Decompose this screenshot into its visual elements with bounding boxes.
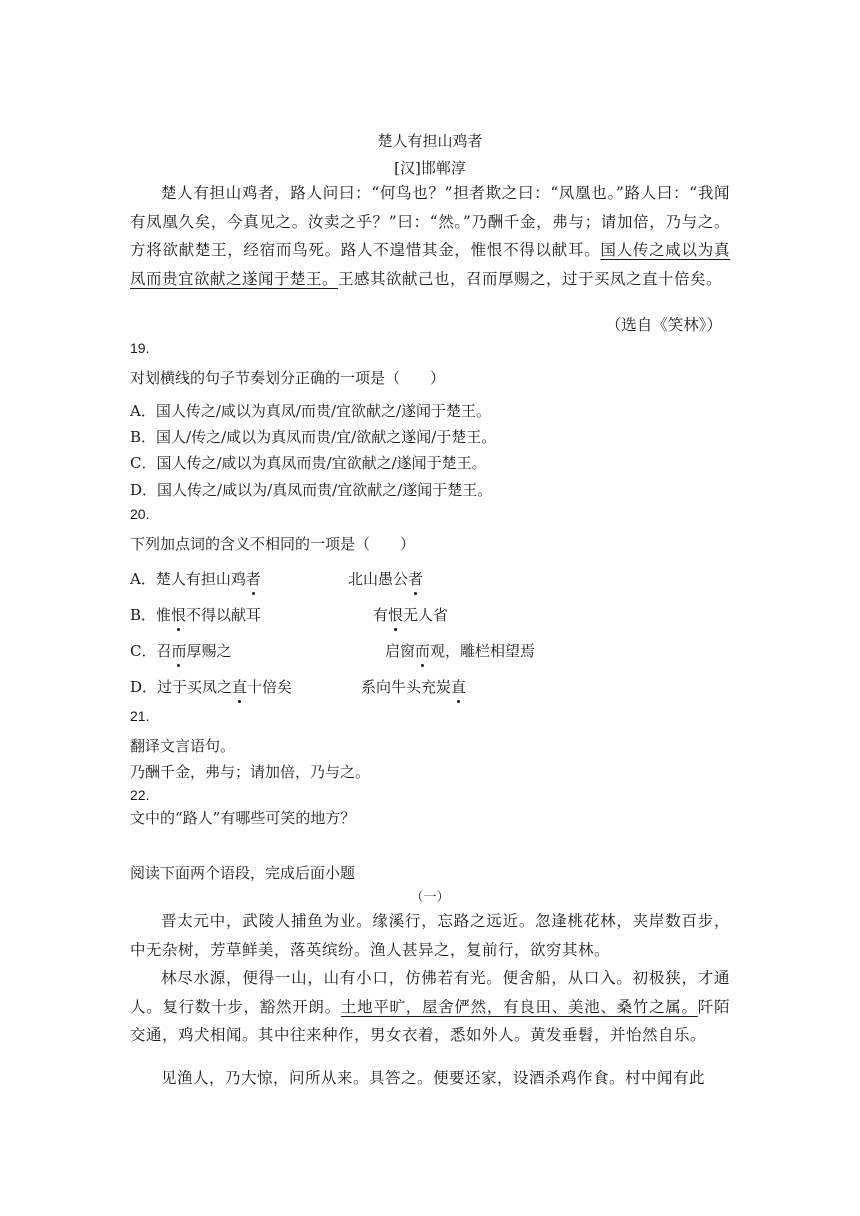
- question-22-number: 22.: [130, 787, 150, 803]
- question-21-number: 21.: [130, 708, 150, 724]
- passage-source: （选自《笑林》）: [605, 316, 722, 334]
- section-2-part-label: （一）: [410, 890, 450, 905]
- option-a-phrase: A．楚人有担山鸡者: [130, 570, 261, 588]
- question-20-option-a: [130, 568, 424, 589]
- dotted-word: 恨: [388, 606, 404, 624]
- question-19-stem: 对划横线的句子节奏划分正确的一项是（ ）: [130, 369, 446, 387]
- section-2-paragraph-2: 林尽水源，便得一山，山有小口，仿佛若有光。便舍船，从口入。初极狭，才通人。复行数十步，豁然开朗。土地平旷，屋舍俨然，有良田、美池、桑竹之属。阡陌交通，鸡犬相闻。其中往来种作，男女衣着，悉如外人。黄发垂髫，并怡然自乐。: [130, 969, 730, 1044]
- question-20-option-d: [130, 676, 467, 697]
- dotted-word: 而: [415, 642, 431, 660]
- question-21-sentence: 乃酬千金，弗与；请加倍，乃与之。: [130, 763, 371, 781]
- question-22-stem: 文中的“路人”有哪些可笑的地方？: [130, 809, 356, 827]
- option-c-compare: 启窗而观，雕栏相望焉: [385, 642, 536, 660]
- option-b-compare: 有恨无人省: [373, 606, 449, 624]
- question-21-stem: 翻译文言语句。: [130, 737, 236, 755]
- question-19-number: 19.: [130, 340, 150, 356]
- dotted-word: 者: [245, 570, 261, 588]
- dotted-word: 者: [408, 570, 424, 588]
- option-c-phrase: C．召而厚赐之: [130, 642, 232, 660]
- question-20-number: 20.: [130, 506, 150, 522]
- question-19-option-d: D．国人传之/咸以为/真凤而贵/宜欲献之/遂闻于楚王。: [130, 481, 493, 499]
- question-19-option-c: C．国人传之/咸以为真凤而贵/宜欲献之/遂闻于楚王。: [130, 454, 487, 472]
- option-a-compare: 北山愚公者: [348, 570, 424, 588]
- dotted-word: 恨: [171, 606, 187, 624]
- section-2-paragraph-1: 晋太元中，武陵人捕鱼为业。缘溪行，忘路之远近。忽逢桃花林，夹岸数百步，中无杂树，芳草鲜美，落英缤纷。渔人甚异之，复前行，欲穷其林。: [130, 912, 730, 959]
- question-20-option-c: [130, 640, 536, 661]
- passage-author: [汉]邯郸淳: [394, 159, 466, 177]
- passage-body: [130, 179, 730, 293]
- section-2-intro: 阅读下面两个语段，完成后面小题: [130, 864, 356, 882]
- underlined-sentence-2: 土地平旷，屋舍俨然，有良田、美池、桑竹之属。: [340, 997, 698, 1016]
- underlined-sentence: 国人传之咸以为真凤而贵宜欲献之遂闻于楚王。: [130, 241, 730, 288]
- passage-title: 楚人有担山鸡者: [377, 132, 483, 150]
- passage-text-a: 楚人有担山鸡者，路人问曰：“何鸟也？”担者欺之曰：“凤凰也。”路人曰：“我闻有凤凰久矣，今真见之。汝卖之乎？”曰：“然。”乃酬千金，弗与；请加倍，乃与之。方将欲献楚王，经宿而鸟死。路人不遑惜其金，惟恨不得以献耳。: [130, 184, 730, 259]
- question-19-option-a: A．国人传之/咸以为真凤/而贵/宜欲献之/遂闻于楚王。: [130, 402, 492, 420]
- question-19-option-b: B．国人/传之/咸以为真凤而贵/宜/欲献之遂闻/于楚王。: [130, 428, 497, 446]
- section-2-paragraph-3: 见渔人，乃大惊，问所从来。具答之。便要还家，设酒杀鸡作食。村中闻有此: [161, 1069, 706, 1087]
- option-b-phrase: B．惟恨不得以献耳: [130, 606, 262, 624]
- question-20-option-b: [130, 604, 449, 625]
- passage-text-b: 王感其欲献己也，召而厚赐之，过于买凤之直十倍矣。: [338, 269, 723, 288]
- dotted-word: 直: [232, 678, 248, 696]
- dotted-word: 直: [451, 678, 467, 696]
- question-20-stem: 下列加点词的含义不相同的一项是（ ）: [130, 535, 416, 553]
- dotted-word: 而: [171, 642, 187, 660]
- option-d-phrase: D．过于买凤之直十倍矣: [130, 678, 293, 696]
- option-d-compare: 系向牛头充炭直: [361, 678, 467, 696]
